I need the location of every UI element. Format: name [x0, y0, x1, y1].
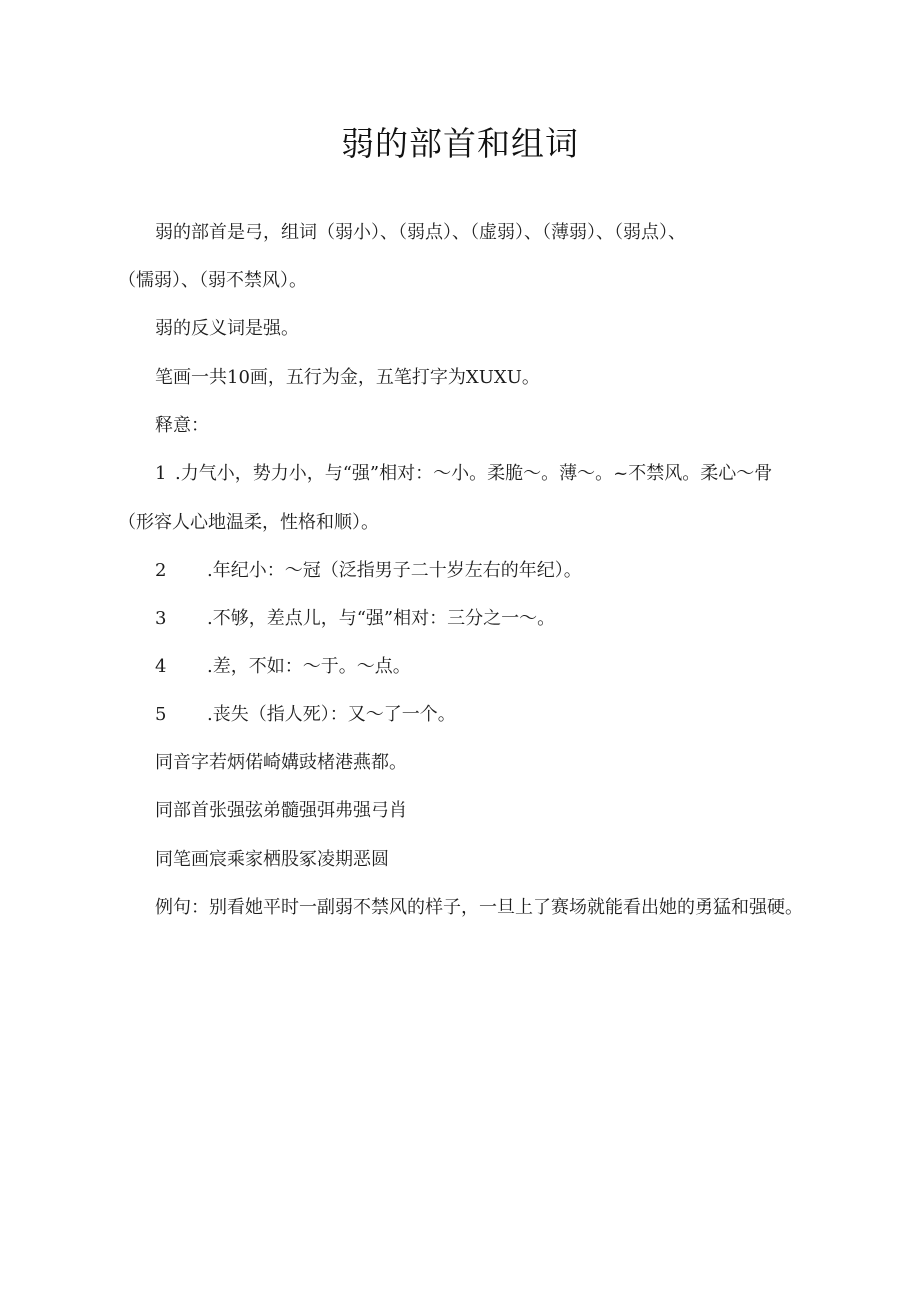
- homophones-paragraph: 同音字若炳偌崎媾豉楮港燕都。: [155, 752, 407, 773]
- example-sentence-paragraph: 例句：别看她平时一副弱不禁风的样子，一旦上了赛场就能看出她的勇猛和强硬。: [155, 897, 803, 918]
- same-strokes-paragraph: 同笔画宸乘家栖股冢凌期恶圆: [155, 849, 389, 870]
- meaning-item-2: [155, 559, 582, 583]
- antonym-paragraph: 弱的反义词是强。: [155, 318, 299, 339]
- meaning-text: .年纪小：～冠（泛指男子二十岁左右的年纪）。: [207, 560, 582, 581]
- meaning-number: 2: [155, 560, 167, 581]
- meaning-item-1-continuation: （形容人心地温柔，性格和顺）。: [118, 512, 379, 533]
- meaning-item-3: [155, 607, 555, 631]
- meaning-item-1: [155, 462, 772, 486]
- meaning-text: .不够，差点儿，与“强”相对：三分之一～。: [207, 608, 556, 629]
- meaning-item-4: [155, 655, 411, 679]
- meaning-number: 5: [155, 704, 167, 725]
- meaning-number: 3: [155, 608, 167, 629]
- meaning-text: .力气小，势力小，与“强”相对：～小。柔脆～。薄～。~不禁风。柔心～骨: [175, 463, 773, 484]
- meaning-number: 4: [155, 656, 167, 677]
- strokes-paragraph: 笔画一共10画，五行为金，五笔打字为XUXU。: [155, 367, 540, 388]
- meaning-heading: 释意：: [155, 415, 209, 436]
- radical-paragraph-line-2: （懦弱）、（弱不禁风）。: [118, 270, 307, 291]
- same-radical-paragraph: 同部首张强弦弟髓强弭弗强弓肖: [155, 800, 407, 821]
- document-title: 弱的部首和组词: [341, 124, 579, 163]
- meaning-text: .丧失（指人死）：又～了一个。: [207, 704, 456, 725]
- meaning-number: 1: [155, 463, 167, 484]
- meaning-text: .差，不如：～于。～点。: [207, 656, 411, 677]
- radical-paragraph-line-1: 弱的部首是弓，组词（弱小）、（弱点）、（虚弱）、（薄弱）、（弱点）、: [155, 222, 686, 243]
- meaning-item-5: [155, 703, 456, 727]
